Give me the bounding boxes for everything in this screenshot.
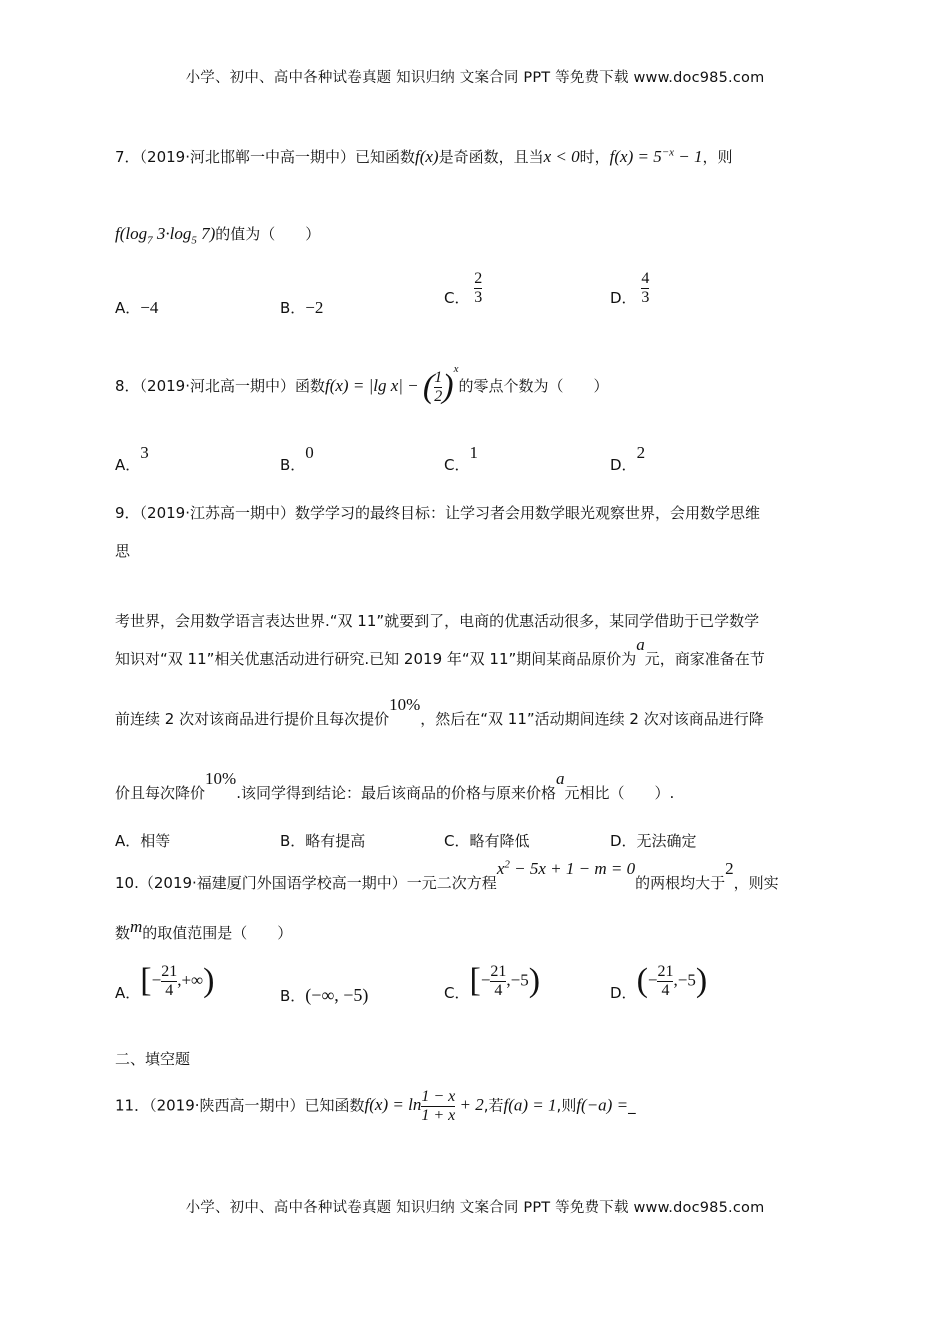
q8-option-c[interactable]: C．1 — [444, 443, 478, 474]
q9-line-3: 知识对“双 11”相关优惠活动进行研究.已知 2019 年“双 11”期间某商品原价为a元，商家准备在节 — [115, 635, 765, 668]
q7-number: 7． — [115, 148, 140, 166]
q8-number: 8． — [115, 376, 140, 395]
q7-option-c-fraction: $\frac{2}{3}$ — [474, 270, 483, 306]
q10-line-1: 10.（2019·福建厦门外国语学校高一期中）一元二次方程$x^2 - 5x + 1 - m = 0$的两根均大于2，则实 — [115, 858, 779, 892]
q9-option-d[interactable]: D．无法确定 — [610, 832, 697, 850]
q9-option-c[interactable]: C．略有降低 — [444, 832, 530, 850]
q10-equation: $x^2 - 5x + 1 - m = 0$ — [496, 858, 636, 878]
q9-option-a[interactable]: A．相等 — [115, 832, 171, 850]
q10-option-d[interactable]: D．(− $\frac{21}{4}$ ,−5) — [610, 962, 708, 1002]
page-footer: 小学、初中、高中各种试卷真题 知识归纳 文案合同 PPT 等免费下载 www.doc985.com — [185, 1200, 765, 1216]
q7-definition: $f(x) = 5^{-x} - 1$ — [609, 146, 703, 166]
q7-text-2: 时， — [579, 148, 610, 166]
q7-option-d[interactable]: D． $\frac{4}{3}$ — [610, 270, 650, 307]
q9-option-b[interactable]: B．略有提高 — [280, 832, 366, 850]
q10-option-b[interactable]: B．(−∞, −5) — [280, 985, 369, 1005]
q9-line-5: 价且每次降价10%.该同学得到结论：最后该商品的价格与原来价格a元相比（ ）. — [115, 769, 675, 802]
q9-line-4: 前连续 2 次对该商品进行提价且每次提价10%，然后在“双 11”活动期间连续 2 次对该商品进行降 — [115, 695, 764, 728]
q7-option-d-fraction: $\frac{4}{3}$ — [641, 270, 650, 306]
q8-option-d[interactable]: D．2 — [610, 443, 646, 474]
q11-answer-blank[interactable]: _ — [628, 1096, 636, 1115]
question-7-line-2 — [115, 223, 320, 246]
q8-function: f(x) = |lg x| − ( $\frac{1}{2}$ )$^x$ — [325, 363, 459, 405]
q8-option-a[interactable]: A．3 — [115, 443, 149, 474]
q7-source: （2019·河北邯郸一中高一期中）已知函数 — [139, 148, 415, 166]
q7-fx: f(x) — [415, 147, 439, 166]
q9-line-1b: 思 — [115, 542, 131, 560]
q8-source: （2019·河北高一期中）函数 — [139, 376, 325, 395]
q10-line-2: 数m的取值范围是（ ） — [115, 917, 293, 942]
q7-option-a[interactable]: A．−4 — [115, 298, 159, 317]
q8-option-b[interactable]: B．0 — [280, 443, 314, 474]
q10-option-a[interactable]: A．[− $\frac{21}{4}$ ,+∞) — [115, 962, 215, 1002]
q9-line-1: 9．（2019·江苏高一期中）数学学习的最终目标：让学习者会用数学眼光观察世界，会用数学思维 — [115, 504, 760, 522]
question-8 — [115, 363, 609, 406]
question-7-line-1 — [115, 146, 733, 167]
q10-option-c[interactable]: C．[− $\frac{21}{4}$ ,−5) — [444, 962, 541, 1002]
q7-condition: x < 0 — [543, 147, 580, 166]
q11-function: f(x) = ln $\frac{1 - x}{1 + x}$ + 2 — [364, 1088, 484, 1124]
q7-argument: $f(\log_7$ $3\cdot\log_5$ 7) — [115, 224, 216, 247]
question-11: 11．（2019·陕西高一期中）已知函数f(x) = ln $\frac{1 - x}{1 + x}$ + 2,若f(a) = 1,则f(−a) =_ — [115, 1088, 636, 1124]
q9-line-2: 考世界，会用数学语言表达世界.“双 11”就要到了，电商的优惠活动很多，某同学借助于已学数学 — [115, 612, 760, 630]
q7-text-1: 是奇函数，且当 — [438, 148, 544, 166]
section-title-fill-in: 二、填空题 — [115, 1050, 191, 1068]
q7-option-b[interactable]: B．−2 — [280, 298, 324, 317]
q7-text-4: 的值为（ ） — [215, 225, 321, 243]
q8-text-1: 的零点个数为（ ） — [458, 376, 609, 395]
page-header: 小学、初中、高中各种试卷真题 知识归纳 文案合同 PPT 等免费下载 www.doc985.com — [185, 70, 765, 86]
q7-option-c[interactable]: C． $\frac{2}{3}$ — [444, 270, 483, 307]
q7-text-3: ，则 — [702, 148, 733, 166]
